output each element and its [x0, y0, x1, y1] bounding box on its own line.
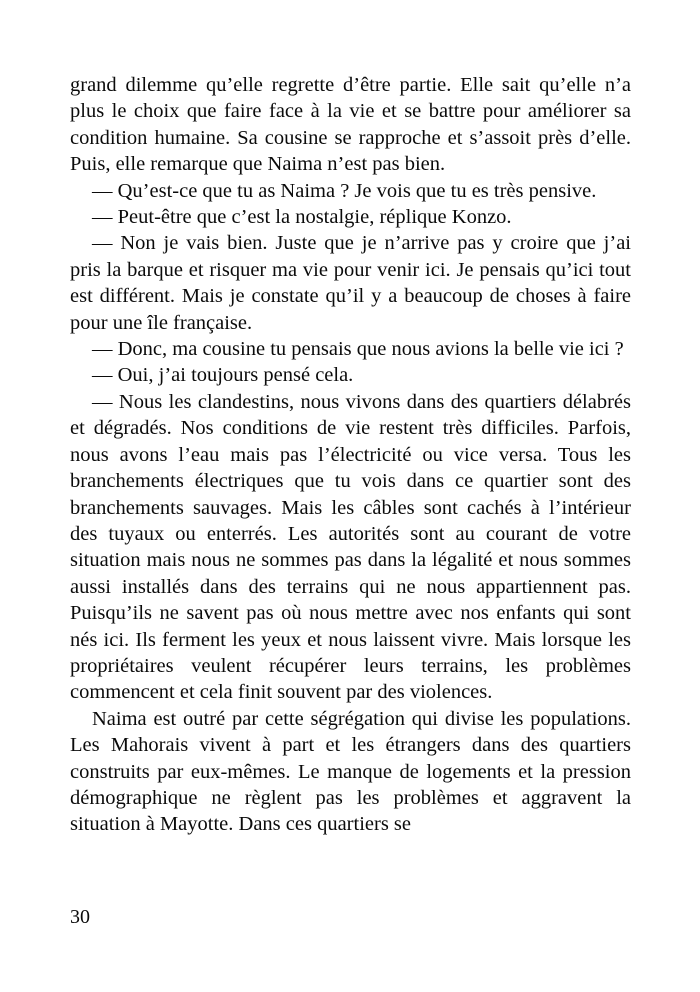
dialogue-line: — Oui, j’ai toujours pensé cela. — [92, 364, 354, 387]
dialogue-line: — Donc, ma cousine tu pensais que nous avions la belle vie ici ? — [92, 338, 624, 361]
page-text-block — [70, 72, 631, 838]
paragraph-continuation: grand dilemme qu’elle regrette d’être partie. Elle sait qu’elle n’a plus le choix que faire face à la vie et se battre pour améliorer sa condition humaine. Sa cousine se rapproche et s’assoit près d’elle. Puis, elle remarque que Naima n’est pas bien. — [70, 74, 631, 176]
dialogue-line: — Qu’est-ce que tu as Naima ? Je vois que tu es très pensive. — [92, 179, 597, 202]
page-number: 30 — [70, 906, 90, 928]
paragraph: Naima est outré par cette ségrégation qui divise les populations. Les Mahorais vivent à part et les étrangers dans des quartiers construits par eux-mêmes. Le manque de logements et la pression démographique ne règlent pas les problèmes et aggravent la situation à Mayotte. Dans ces quartiers se — [70, 707, 631, 836]
dialogue-line: — Nous les clandestins, nous vivons dans des quartiers délabrés et dégradés. Nos conditions de vie restent très difficiles. Parfois, nous avons l’eau mais pas l’électricité ou vice versa. Tous les branchements électriques que tu vois dans ce quartier sont des branchements sauvages. Mais les câbles sont cachés à l’intérieur des tuyaux ou enterrés. Les autorités sont au courant de votre situation mais nous ne sommes pas dans la légalité et nous sommes aussi installés dans des terrains qui ne nous appartiennent pas. Puisqu’ils ne savent pas où nous mettre avec nos enfants qui sont nés ici. Ils ferment les yeux et nous laissent vivre. Mais lorsque les propriétaires veulent récupérer leurs terrains, les problèmes commencent et cela finit souvent par des violences. — [70, 390, 631, 704]
dialogue-line: — Non je vais bien. Juste que je n’arrive pas y croire que j’ai pris la barque et risquer ma vie pour venir ici. Je pensais qu’ici tout est différent. Mais je constate qu’il y a beaucoup de choses à faire pour une île française. — [70, 232, 631, 334]
dialogue-line: — Peut-être que c’est la nostalgie, réplique Konzo. — [92, 206, 512, 229]
